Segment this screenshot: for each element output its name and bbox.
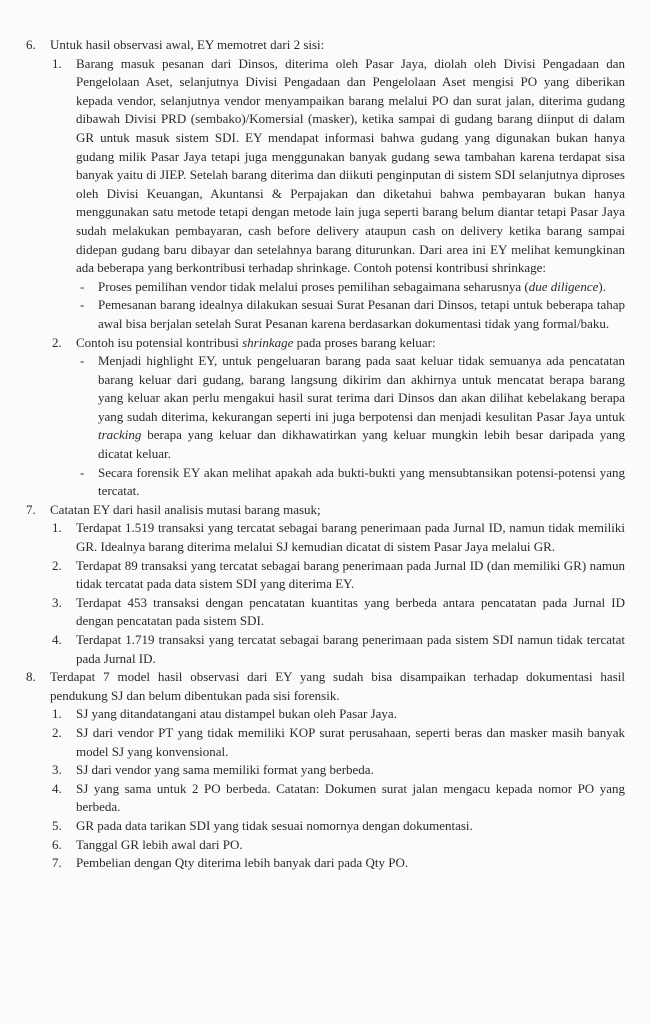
sub-text: Pemesanan barang idealnya dilakukan sesuai Surat Pesanan dari Dinsos, tetapi untuk beberapa tahap awal bisa berjalan setelah Surat Pesanan karena berdasarkan dokumentasi tidak yang formal/baku. <box>98 297 625 331</box>
sub-text-part: Menjadi highlight EY, untuk pengeluaran barang pada saat keluar tidak semuanya ada pencatatan barang keluar dari gudang, barang langsung dikirim dan akhirnya untuk mencatat berapa barang yang keluar akan perlu mengakui hasil surat terima dari Dinsos dan akan dilihat kebelakang berapa yang sudah diterima, kekurangan seperti ini juga berpotensi dan menjadi kesulitan Pasar Jaya untuk <box>98 353 625 424</box>
sub-text-italic: due diligence <box>528 278 599 294</box>
sub-text: Secara forensik EY akan melihat apakah ada bukti-bukti yang mensubtansikan potensi-potensi yang tercatat. <box>98 464 625 499</box>
item-text: SJ dari vendor yang sama memiliki format yang berbeda. <box>76 762 374 778</box>
sub-list <box>76 352 625 501</box>
item-text: Tanggal GR lebih awal dari PO. <box>76 836 243 852</box>
section-7-number: 7. <box>26 501 36 517</box>
sub-item <box>76 296 625 333</box>
item-text-part: Contoh isu potensial kontribusi <box>76 334 243 350</box>
item-text: Terdapat 89 transaksi yang tercatat sebagai barang penerimaan pada Jurnal ID (dan memiliki GR) namun tidak tercatat pada data sistem SDI yang diterima EY. <box>76 557 625 592</box>
section-6-item-1 <box>50 55 625 334</box>
item-number: 2. <box>52 724 62 740</box>
list-item <box>50 519 625 556</box>
section-7 <box>26 501 625 668</box>
list-item <box>50 780 625 817</box>
item-text: GR pada data tarikan SDI yang tidak sesuai nomornya dengan dokumentasi. <box>76 817 473 833</box>
item-number: 4. <box>52 632 62 647</box>
item-text: Terdapat 1.719 transaksi yang tercatat sebagai barang penerimaan pada sistem SDI namun tidak tercatat pada Jurnal ID. <box>76 632 625 666</box>
list-item <box>50 557 625 594</box>
section-7-list <box>50 519 625 668</box>
sub-list <box>76 278 625 334</box>
item-text: Pembelian dengan Qty diterima lebih banyak dari pada Qty PO. <box>76 855 409 871</box>
section-8-number: 8. <box>26 669 36 685</box>
list-item <box>50 724 625 761</box>
list-item <box>50 817 625 836</box>
list-item <box>50 594 625 631</box>
list-item <box>50 854 625 873</box>
list-item <box>50 631 625 668</box>
item-number: 2. <box>52 334 62 350</box>
section-6-number: 6. <box>26 37 36 52</box>
item-text-italic: shrinkage <box>242 334 294 350</box>
item-text-part: pada proses barang keluar: <box>293 334 436 350</box>
item-number: 7. <box>52 855 62 871</box>
dash-bullet: - <box>80 353 85 369</box>
item-number: 2. <box>52 557 62 573</box>
dash-bullet: - <box>80 464 85 480</box>
dash-bullet: - <box>80 297 85 313</box>
sub-item <box>76 278 625 297</box>
section-6-heading: Untuk hasil observasi awal, EY memotret dari 2 sisi: <box>50 37 325 52</box>
item-number: 6. <box>52 836 62 852</box>
item-number: 5. <box>52 817 62 833</box>
section-8-list <box>50 705 625 872</box>
item-number: 3. <box>52 594 62 610</box>
section-6-item-2 <box>50 334 625 501</box>
sub-item <box>76 352 625 464</box>
section-6-list <box>50 55 625 501</box>
dash-bullet: - <box>80 278 85 294</box>
list-item <box>50 836 625 855</box>
list-item <box>50 761 625 780</box>
sub-item <box>76 464 625 501</box>
list-item <box>50 705 625 724</box>
sub-text-part: berapa yang keluar dan dikhawatirkan yang keluar mungkin lebih besar daripada yang dicatat keluar. <box>98 427 625 462</box>
item-text: Terdapat 453 transaksi dengan pencatatan kuantitas yang berbeda antara pencatatan pada Jurnal ID dengan pencatatan pada sistem SDI. <box>76 594 625 629</box>
item-text: Barang masuk pesanan dari Dinsos, diterima oleh Pasar Jaya, diolah oleh Divisi Pengadaan dan Pengelolaan Aset, selanjutnya Divisi Pengadaan dan Pengelolaan Aset mengisi PO yang diberikan kepada vendor, selanjutnya vendor menyampaikan barang melalui PO dan surat jalan, diterima gudang dibawah Divisi PRD (sembako)/Komersial (masker), ketika sampai di gudang barang diinput di dalam GR untuk masuk sistem SDI. EY mendapat informasi bahwa gudang yang digunakan bukan hanya gudang milik Pasar Jaya tetapi juga menggunakan banyak gudang sewa tambahan karena terdapat sisa banyak yaitu di JIEP. Setelah barang diterima dan diikuti penginputan di sistem SDI selanjutnya diproses oleh Divisi Keuangan, Akuntansi & Perpajakan dan diketahui bahwa pembayaran bukan hanya menggunakan satu metode tetapi dengan metode lain juga seperti barang belum diantar tetapi Pasar Jaya sudah melakukan pembayaran, cash before delivery ataupun cash on delivery ketika barang sampai didepan gudang baru dibayar dan setelahnya barang diturunkan. Dari area ini EY melihat kemungkinan ada beberapa yang berkontribusi terhadap shrinkage. Contoh potensi kontribusi shrinkage: <box>76 55 625 276</box>
section-7-heading: Catatan EY dari hasil analisis mutasi barang masuk; <box>50 501 321 517</box>
item-text: SJ dari vendor PT yang tidak memiliki KOP surat perusahaan, seperti beras dan masker masih banyak model SJ yang konvensional. <box>76 724 625 759</box>
item-text: SJ yang sama untuk 2 PO berbeda. Catatan: Dokumen surat jalan mengacu kepada nomor PO yang berbeda. <box>76 780 625 815</box>
sub-text-part: ). <box>598 278 606 294</box>
item-text: SJ yang ditandatangani atau distampel bukan oleh Pasar Jaya. <box>76 706 397 722</box>
item-number: 3. <box>52 762 62 778</box>
section-8-heading: Terdapat 7 model hasil observasi dari EY yang sudah bisa disampaikan terhadap dokumentasi hasil pendukung SJ dan belum dibentukan pada sisi forensik. <box>50 669 625 703</box>
sub-text-italic: tracking <box>98 427 142 443</box>
item-number: 1. <box>52 706 62 722</box>
item-number: 1. <box>52 55 62 71</box>
item-number: 4. <box>52 780 62 796</box>
item-text: Terdapat 1.519 transaksi yang tercatat sebagai barang penerimaan pada Jurnal ID, namun tidak memiliki GR. Idealnya barang diterima melalui SJ kemudian dicatat di sistem Pasar Jaya melalui GR. <box>76 520 625 555</box>
section-6 <box>26 36 625 501</box>
sub-text-part: Proses pemilihan vendor tidak melalui proses pemilihan sebagaimana seharusnya ( <box>98 278 529 294</box>
item-number: 1. <box>52 520 62 536</box>
section-8 <box>26 668 625 873</box>
